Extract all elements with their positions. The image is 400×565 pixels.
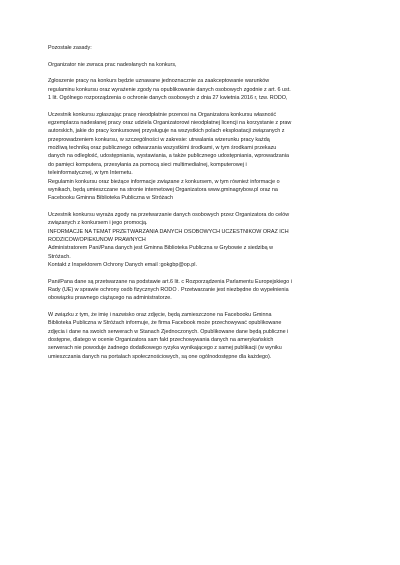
text-line: dostępne, dlatego w ocenie Organizatora sam fakt przechowywania danych na amerykańskich bbox=[48, 337, 274, 344]
text-line: wynikach, będą umieszczane na stronie internetowej Organizatora www.gminagrybow.pl oraz na bbox=[48, 186, 278, 193]
section-heading-line: RODZICOW/OPIEKUNOW PRAWNYCH bbox=[48, 236, 146, 243]
paragraph-regulations bbox=[48, 178, 360, 203]
text-line: przeprowadzeniem konkursu, w szczególności w zakresie: utrwalania wizerunku pracy każdą bbox=[48, 136, 270, 143]
text-line: Stróżach. bbox=[48, 253, 71, 260]
text-line: związanych z konkursem i jego promocją. bbox=[48, 220, 148, 227]
text-line: Facebooku Gminna Biblioteka Publiczna w Stróżach bbox=[48, 195, 173, 202]
text-line: Pani/Pana dane są przetwarzane na podstawie art.6 lit. c Rozporządzenia Parlamentu Europejskiego i bbox=[48, 278, 292, 285]
text-line: umieszczania danych na portalach społecznościowych, są one ogólnodostępne dla każdego). bbox=[48, 353, 272, 360]
paragraph-rights bbox=[48, 111, 360, 178]
paragraph-legal-basis bbox=[48, 278, 360, 303]
text-line: Administratorem Pani/Pana danych jest Gminna Biblioteka Publiczna w Grybowie z siedzibą w bbox=[48, 245, 274, 252]
text-line: danych na odległość, udostępniania, wystawiania, a także publicznego udostępniania, wprowadzania bbox=[48, 153, 289, 160]
text-line: Rady (UE) w sprawie ochrony osób fizycznych RODO . Przetwarzanie jest niezbędne do wypełnienia bbox=[48, 286, 289, 293]
paragraph-heading bbox=[48, 44, 360, 52]
text-line: Uczestnik konkursu zgłaszając pracę nieodpłatnie przenosi na Organizatora konkursu własność bbox=[48, 111, 277, 118]
text-line: Zgłoszenie pracy na konkurs będzie uznawane jednoznacznie za zaakceptowanie warunków bbox=[48, 78, 270, 85]
text-line: teleinformatycznej, w tym Internetu. bbox=[48, 170, 133, 177]
text-line: Uczestnik konkursu wyraża zgody na przetwarzanie danych osobowych przez Organizatora do celów bbox=[48, 211, 290, 218]
paragraph-no-return bbox=[48, 61, 360, 69]
text-line: do pamięci komputera, przesyłania za pomocą sieci multimedialnej, komputerowej i bbox=[48, 161, 247, 168]
text-line: Regulamin konkursu oraz bieżące informacje związane z konkursem, w tym również informacje o bbox=[48, 178, 280, 185]
text-line: zdjęcia i dane na swoich serwerach w Stanach Zjednoczonych. Opublikowane dane będą publiczne i bbox=[48, 328, 289, 335]
paragraph-facebook bbox=[48, 311, 360, 361]
document-page bbox=[48, 44, 360, 369]
section-heading-line: INFORMACJE NA TEMAT PRZETWARZANIA DANYCH OSOBOWYCH UCZESTNIKOW ORAZ ICH bbox=[48, 228, 289, 235]
paragraph-consent bbox=[48, 77, 360, 102]
text-line: W związku z tym, że imię i nazwisko oraz zdjęcie, będą zamieszczone na Facebooku Gminna bbox=[48, 312, 272, 318]
text-line: serwerach nie powoduje żadnego dodatkowego ryzyka wynikającego z samej publikacji (w wyniku bbox=[48, 345, 282, 352]
text-line: Pozostałe zasady: bbox=[48, 45, 92, 51]
text-line: regulaminu konkursu oraz wyrażenie zgody na opublikowanie danych osobowych zgodnie z art. 6 ust. bbox=[48, 86, 291, 93]
text-line: Organizator nie zwraca prac nadesłanych na konkurs, bbox=[48, 61, 177, 68]
text-line: 1 lit. Ogólnego rozporządzenia o ochronie danych osobowych z dnia 27 kwietnia 2016 r, tzw. RODO, bbox=[48, 95, 288, 102]
text-line: obowiązku prawnego ciążącego na administratorze. bbox=[48, 295, 172, 302]
contact-email-line: Kontakt z Inspektorem Ochrony Danych email :gokgbp@op.pl. bbox=[48, 261, 197, 268]
text-line: Biblioteka Publiczna w Stróżach informuje, że firma Facebook może przechowywać opublikowane bbox=[48, 320, 282, 327]
text-line: autorskich, jakie do pracy konkursowej przysługuje na wszystkich polach eksploatacji związanych z bbox=[48, 128, 285, 135]
text-line: możliwą techniką oraz publicznego odtwarzania wszystkimi środkami, w tym środkami przekazu bbox=[48, 145, 277, 152]
paragraph-data-consent bbox=[48, 211, 360, 269]
text-line: egzemplarza nadesłanej pracy oraz udziela Organizatorowi nieodpłatnej licencji na korzystanie z praw bbox=[48, 120, 292, 127]
